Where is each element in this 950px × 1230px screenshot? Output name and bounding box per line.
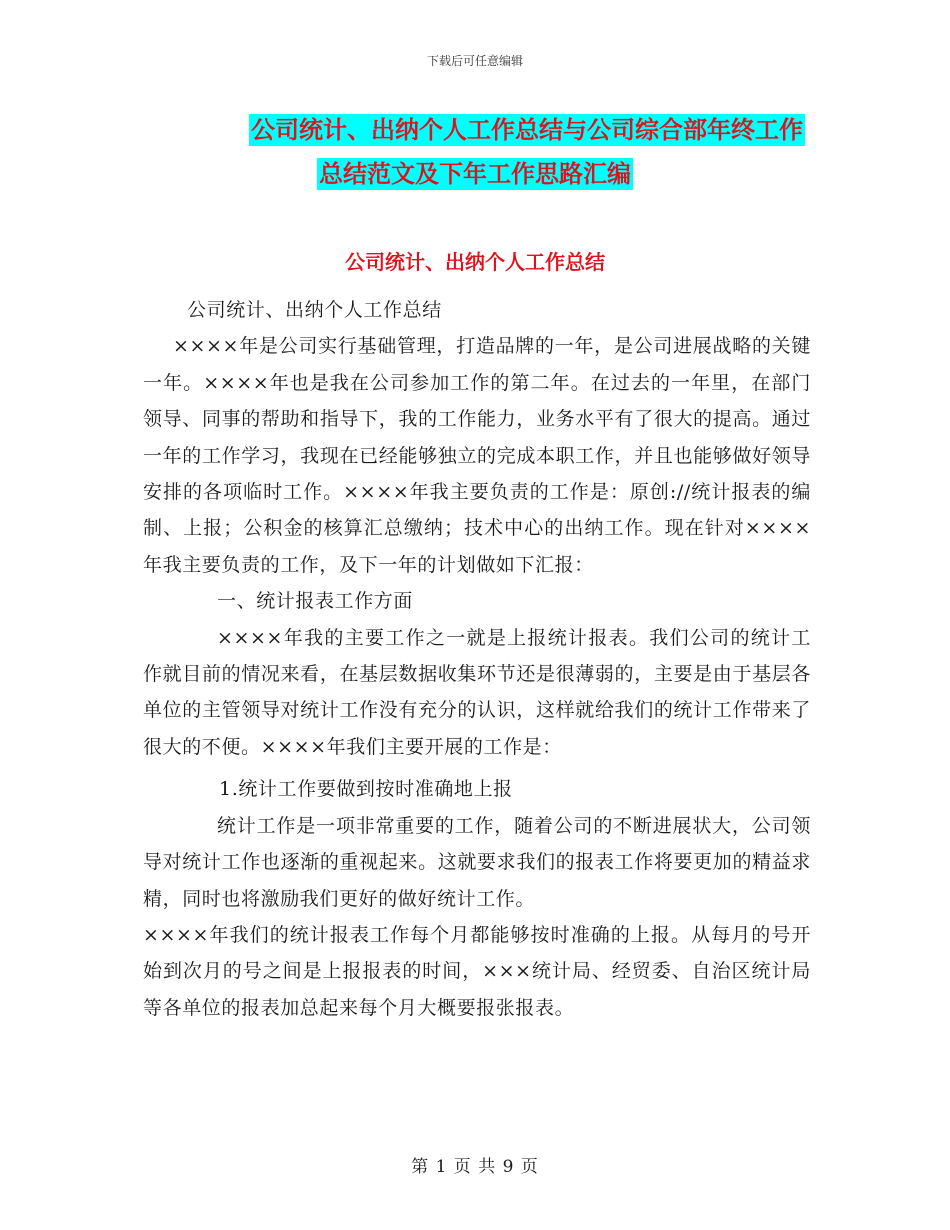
- section-one-paragraph: ××××年我的主要工作之一就是上报统计报表。我们公司的统计工作就目前的情况来看，在基层数据收集环节还是很薄弱的，主要是由于基层各单位的主管领导对统计工作没有充分的认识，这样就给我们的统计工作带来了很大的不便。××××年我们主要开展的工作是：: [143, 626, 811, 758]
- document-title-text-2: 总结范文及下年工作思路汇编: [319, 160, 631, 188]
- report-paragraph: ××××年我们的统计报表工作每个月都能够按时准确的上报。从每月的号开始到次月的号之间是上报报表的时间，×××统计局、经贸委、自治区统计局等各单位的报表加总起来每个月大概要报张报表。: [143, 923, 811, 1019]
- document-title-line-1: [145, 108, 805, 152]
- document-body: [143, 292, 811, 1026]
- header-note: 下载后可任意编辑: [426, 54, 523, 68]
- page-footer: 第 1 页 共 9 页: [411, 1157, 539, 1177]
- document-title-text-1: 公司统计、出纳个人工作总结与公司综合部年终工作: [251, 116, 803, 144]
- intro-paragraph: ××××年是公司实行基础管理，打造品牌的一年，是公司进展战略的关键一年。××××年也是我在公司参加工作的第二年。在过去的一年里，在部门领导、同事的帮助和指导下，我的工作能力，业务水平有了很大的提高。通过一年的工作学习，我现在已经能够独立的完成本职工作，并且也能够做好领导安排的各项临时工作。××××年我主要负责的工作是：原创://统计报表的编制、上报；公积金的核算汇总缴纳；技术中心的出纳工作。现在针对××××年我主要负责的工作，及下一年的计划做如下汇报：: [143, 335, 811, 576]
- section-one-heading: 一、统计报表工作方面: [217, 590, 414, 613]
- document-title-line-2: [145, 152, 815, 196]
- subtitle-paragraph: 公司统计、出纳个人工作总结: [187, 299, 442, 321]
- subsection-paragraph: 统计工作是一项非常重要的工作，随着公司的不断进展状大，公司领导对统计工作也逐渐的重视起来。这就要求我们的报表工作将要更加的精益求精，同时也将激励我们更好的做好统计工作。: [143, 814, 811, 910]
- section-heading: 公司统计、出纳个人工作总结: [345, 250, 605, 274]
- subsection-heading: 1.统计工作要做到按时准确地上报: [219, 778, 513, 801]
